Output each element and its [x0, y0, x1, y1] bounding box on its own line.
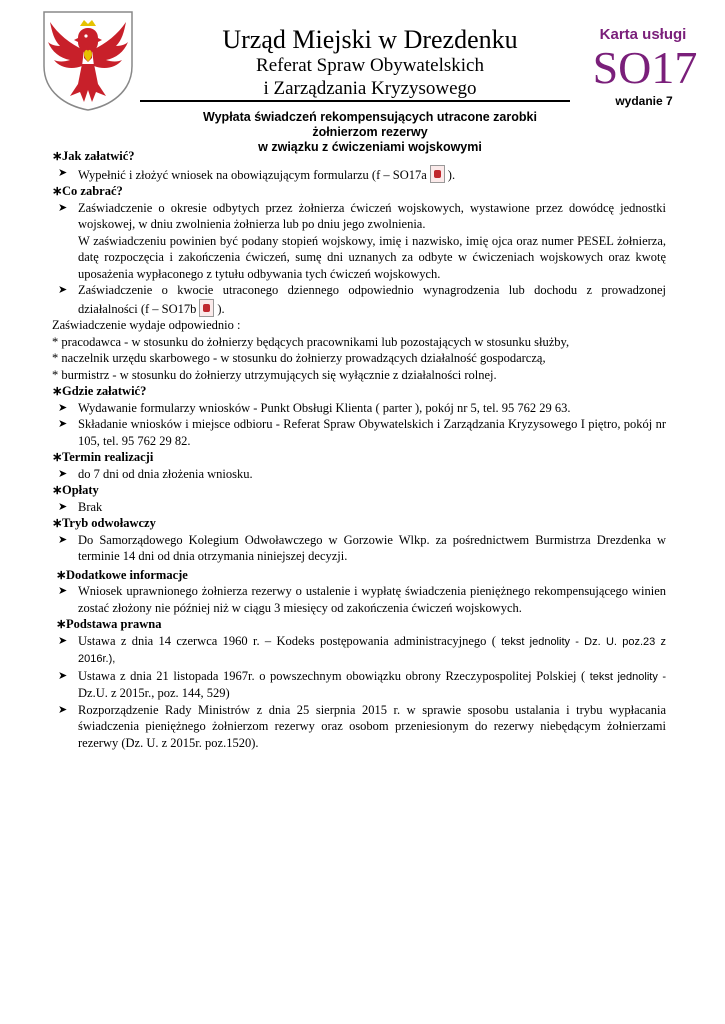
list-item: [52, 532, 666, 565]
issuer-tax-office: * naczelnik urzędu skarbowego - w stosunku do żołnierzy prowadzących działalność gospodarczą,: [52, 351, 546, 365]
list-item: [52, 466, 666, 483]
how-item-end: ).: [447, 167, 456, 182]
issuer-mayor: * burmistrz - w stosunku do żołnierzy utrzymujących się wyłącznie z działalności rolnej.: [52, 367, 497, 382]
section-heading-deadline: ∗ Termin realizacji: [52, 449, 666, 466]
edition-label: wydanie 7: [615, 94, 673, 108]
arrowhead-bullet-icon: ➤: [58, 634, 68, 647]
list-item: [52, 416, 666, 449]
title-line-1: Wypłata świadczeń rekompensujących utracone zarobki: [203, 110, 537, 124]
list-item: [52, 583, 666, 616]
arrowhead-bullet-icon: ➤: [58, 500, 68, 513]
list-item: [52, 200, 666, 283]
office-header: [160, 24, 580, 101]
list-item: [52, 702, 666, 752]
section-heading-fees: ∗ Opłaty: [52, 482, 666, 499]
list-item: [52, 400, 666, 417]
card-label: Karta usługi: [599, 26, 687, 43]
list-item: [52, 668, 666, 702]
arrowhead-bullet-icon: ➤: [58, 401, 68, 414]
pdf-file-icon[interactable]: [430, 165, 445, 183]
arrowhead-bullet-icon: ➤: [58, 284, 68, 296]
arrowhead-bullet-icon: ➤: [58, 201, 68, 214]
legal-item-2: Ustawa z dnia 21 listopada 1967r. o powszechnym obowiązku obrony Rzeczypospolitej Polskiej (: [78, 668, 586, 683]
where-item-1: Wydawanie formularzy wniosków - Punkt Obsługi Klienta ( parter ), pokój nr 5, tel. 95 762 29 63.: [78, 400, 571, 415]
arrowhead-bullet-icon: ➤: [58, 585, 68, 597]
extra-item: Wniosek uprawnionego żołnierza rezerwy o ustalenie i wypłatę świadczenia pieniężnego rekompensującego winien zostać złożony nie później niż w ciągu 3 miesięcy od zakończenia ćwiczeń wojskowych.: [78, 584, 666, 615]
legal-item-3: Rozporządzenie Rady Ministrów z dnia 25 sierpnia 2015 r. w sprawie sposobu ustalania i trybu wypłacania świadczenia pieniężnego żołnierzom rezerwy oraz osobom przeniesionym do rezerwy niebędącym żołnierzami rezerwy (Dz. U. z 2015r. poz.1520).: [78, 702, 666, 750]
pdf-file-icon[interactable]: [199, 299, 214, 317]
bring-item-1-text: Zaświadczenie o okresie odbytych przez żołnierza ćwiczeń wojskowych, wystawione przez dowódcę jednostki wojskowej, w dniu zwolnienia żołnierza lub po dniu jego zwolnienia.: [78, 200, 666, 231]
section-heading-where: ∗ Gdzie załatwić?: [52, 383, 666, 400]
arrowhead-bullet-icon: ➤: [58, 467, 68, 480]
section-heading-extra: ∗ Dodatkowe informacje: [56, 567, 666, 584]
where-item-2: Składanie wniosków i miejsce odbioru - Referat Spraw Obywatelskich i Zarządzania Kryzysowego I piętro, pokój nr 105, tel. 95 762 29 82.: [78, 417, 666, 448]
section-heading-legal: ∗ Podstawa prawna: [56, 616, 666, 633]
bring-item-1-details: W zaświadczeniu powinien być podany stopień wojskowy, imię i nazwisko, imię ojca oraz numer PESEL żołnierza, datę rozpoczęcia i zakończenia ćwiczeń, sumę dni uznanych za odbyte w ćwiczeniach wojskowych oraz kwotę uposażenia wypłaconego z tytułu odbywania tych ćwiczeń wojskowych.: [78, 233, 666, 281]
issuer-employer: * pracodawca - w stosunku do żołnierzy będących pracownikami lub pozostających w stosunku służby,: [52, 334, 570, 349]
issuer-intro: Zaświadczenie wydaje odpowiednio :: [52, 318, 241, 332]
how-item-text: Wypełnić i złożyć wniosek na obowiązującym formularzu (f – SO17a: [78, 167, 427, 182]
legal-item-1-ref: tekst jednolity - Dz. U. poz.23 z 2016r.),: [78, 635, 666, 665]
department-name: Referat Spraw Obywatelskich: [256, 55, 484, 77]
department-name-continued: i Zarządzania Kryzysowego: [263, 77, 477, 99]
deadline-item: do 7 dni od dnia złożenia wniosku.: [78, 466, 253, 481]
bring-item-2-text: Zaświadczenie o kwocie utraconego dziennego odpowiednio wynagrodzenia lub dochodu z prowadzonej działalności (f – SO17b: [78, 283, 666, 316]
arrowhead-bullet-icon: ➤: [58, 669, 68, 682]
title-line-3: w związku z ćwiczeniami wojskowymi: [258, 140, 482, 154]
eagle-crest-logo: [40, 10, 136, 112]
list-item: [52, 633, 666, 668]
header-divider: [140, 100, 570, 102]
list-item: [52, 165, 666, 184]
list-item: [52, 282, 666, 317]
section-heading-how: ∗ Jak załatwić?: [52, 148, 666, 165]
appeal-item: Do Samorządowego Kolegium Odwoławczego w Gorzowie Wlkp. za pośrednictwem Burmistrza Drezdenka w terminie 14 dni od dnia otrzymania niniejszej decyzji.: [78, 532, 666, 563]
section-heading-bring: ∗ Co zabrać?: [52, 183, 666, 200]
bring-item-2-end: ).: [217, 301, 225, 316]
section-heading-appeal: ∗ Tryb odwoławczy: [52, 515, 666, 532]
arrowhead-bullet-icon: ➤: [58, 533, 68, 546]
document-body: [52, 148, 666, 751]
arrowhead-bullet-icon: ➤: [58, 166, 68, 179]
arrowhead-bullet-icon: ➤: [58, 703, 68, 716]
fees-item: Brak: [78, 499, 103, 514]
legal-item-2-ref: tekst jednolity -: [585, 670, 667, 683]
arrowhead-bullet-icon: ➤: [58, 418, 68, 430]
title-line-2: żołnierzom rezerwy: [312, 125, 428, 139]
legal-item-1: Ustawa z dnia 14 czerwca 1960 r. – Kodeks postępowania administracyjnego (: [78, 633, 496, 648]
list-item: [52, 499, 666, 516]
legal-item-2-end: Dz.U. z 2015r., poz. 144, 529): [78, 686, 230, 700]
card-code: SO17: [592, 42, 698, 93]
office-name: Urząd Miejski w Drezdenku: [222, 25, 518, 54]
